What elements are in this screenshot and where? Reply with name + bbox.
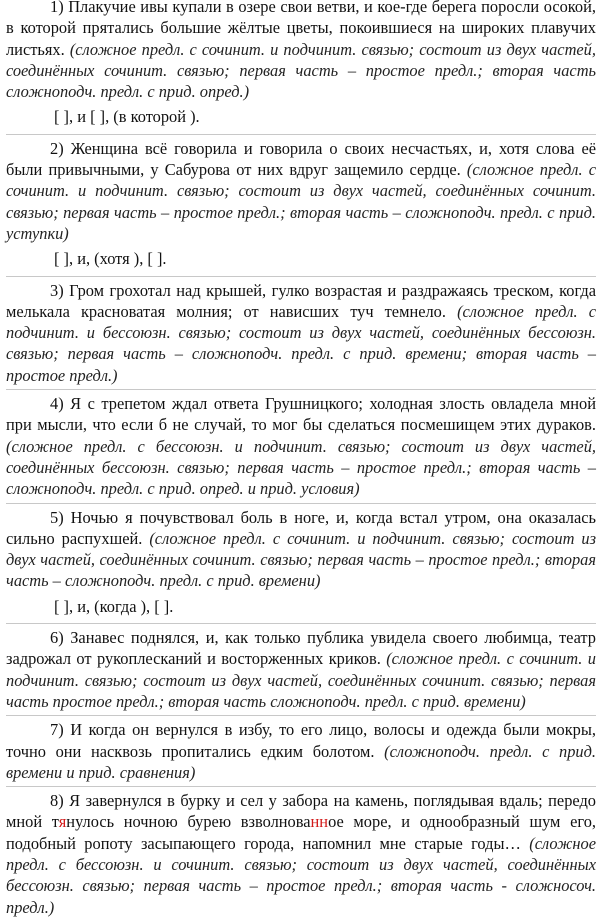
sentence-6-note: (сложное предл. с сочинит. и подчинит. связью; состоит из двух частей, соединённых сочинит. связью; первая часть простое предл.; вторая часть сложноподч. предл. с прид. времени): [6, 649, 596, 711]
sentence-5-paragraph: [6, 507, 596, 592]
sentence-7-paragraph: [6, 719, 596, 783]
sentence-8-text-part2: нулось ночною бурею взволнова: [66, 812, 311, 832]
sentence-2-scheme: [ ], и, (хотя ), [ ].: [54, 249, 167, 269]
sentence-4-text: 4) Я с трепетом ждал ответа Грушницкого; холодная злость овладела мной при мысли, что если б не случай, то мог бы сделаться посмешищем этих дураков.: [6, 394, 596, 435]
sentence-4-paragraph: [6, 393, 596, 499]
sentence-1-note: (сложное предл. с сочинит. и подчинит. связью; состоит из двух частей, соединённых сочинит. связью; первая часть – простое предл.; вторая часть сложноподч. предл. с прид. опред.): [6, 39, 596, 102]
separator: [6, 134, 596, 135]
sentence-6: [6, 627, 596, 712]
sentence-5-note: (сложное предл. с сочинит. и подчинит. связью; состоит из двух частей, соединённых сочинит. связью; первая часть – простое предл.; вторая часть – сложноподч. предл. с прид. времени): [6, 528, 596, 591]
sentence-2: [6, 138, 596, 270]
sentence-8-text-part1: 8) Я завернулся в бурку и сел у забора на камень, поглядывая вдаль; передо мной т: [6, 791, 596, 832]
sentence-8: [6, 790, 596, 918]
spelling-highlight: я: [58, 812, 67, 832]
sentence-8-text-part3: ое море, и однообразный шум его, подобный ропоту засыпающего города, напомнил мне старые годы…: [6, 812, 596, 853]
separator: [6, 276, 596, 277]
sentence-3: [6, 280, 596, 386]
sentence-8-note: (сложное предл. с бессоюзн. и сочинит. связью; состоит из двух частей, соединённых бессоюзн. связью; первая часть – простое предл.; вторая часть - сложносоч. предл.): [6, 833, 596, 917]
sentence-8-paragraph: [6, 790, 596, 918]
sentence-7-note: (сложноподч. предл. с прид. времени и прид. сравнения): [6, 741, 596, 782]
sentence-2-note: (сложное предл. с сочинит. и подчинит. связью; состоит из двух частей, соединённых сочинит. связью; первая часть – простое предл.; вторая часть – сложноподч. предл. с прид. уступки): [6, 160, 596, 243]
sentence-7-text: 7) И когда он вернулся в избу, то его лицо, волосы и одежда были мокры, точно они насквозь пропитались едким болотом.: [6, 720, 596, 761]
sentence-2-paragraph: [6, 138, 596, 244]
sentence-6-paragraph: [6, 627, 596, 712]
sentence-1-paragraph: [6, 0, 596, 102]
spelling-highlight: нн: [310, 812, 329, 832]
sentence-4: [6, 393, 596, 499]
sentence-1-text: 1) Плакучие ивы купали в озере свои ветви, и кое-где берега поросли осокой, в которой прятались большие жёлтые цветы, покоившиеся на широких плавучих листьях.: [6, 0, 596, 59]
sentence-5-scheme: [ ], и, (когда ), [ ].: [54, 596, 174, 616]
separator: [6, 503, 596, 504]
separator: [6, 389, 596, 390]
sentence-3-paragraph: [6, 280, 596, 386]
sentence-1-scheme: [ ], и [ ], (в которой ).: [54, 107, 200, 127]
sentence-3-note: (сложное предл. с подчинит. и бессоюзн. связью; состоит из двух частей, соединённых бессоюзн. связью; первая часть – сложноподч. предл. с прид. времени; вторая часть – простое предл.): [6, 301, 596, 385]
sentence-3-text: 3) Гром грохотал над крышей, гулко возрастая и раздражаясь треском, когда мелькала красноватая молния; от нависших туч темнело.: [6, 280, 596, 321]
sentence-5: [6, 507, 596, 617]
sentence-5-text: 5) Ночью я почувствовал боль в ноге, и, когда встал утром, она оказалась сильно распухшей.: [6, 507, 596, 548]
sentence-1: [6, 0, 596, 128]
separator: [6, 715, 596, 716]
sentence-7: [6, 719, 596, 783]
sentence-6-text: 6) Занавес поднялся, и, как только публика увидела своего любимца, театр задрожал от рукоплесканий и восторженных криков.: [6, 628, 596, 669]
sentence-4-note: (сложное предл. с бессоюзн. и подчинит. связью; состоит из двух частей, соединённых бессоюзн. связью; первая часть – простое предл.; вторая часть – сложноподч. предл. с прид. опред. и прид. условия): [6, 436, 596, 499]
separator: [6, 623, 596, 624]
sentence-2-text: 2) Женщина всё говорила и говорила о своих несчастьях, и, хотя слова её были привычными, у Сабурова от них вдруг защемило сердце.: [6, 138, 596, 180]
separator: [6, 786, 596, 787]
